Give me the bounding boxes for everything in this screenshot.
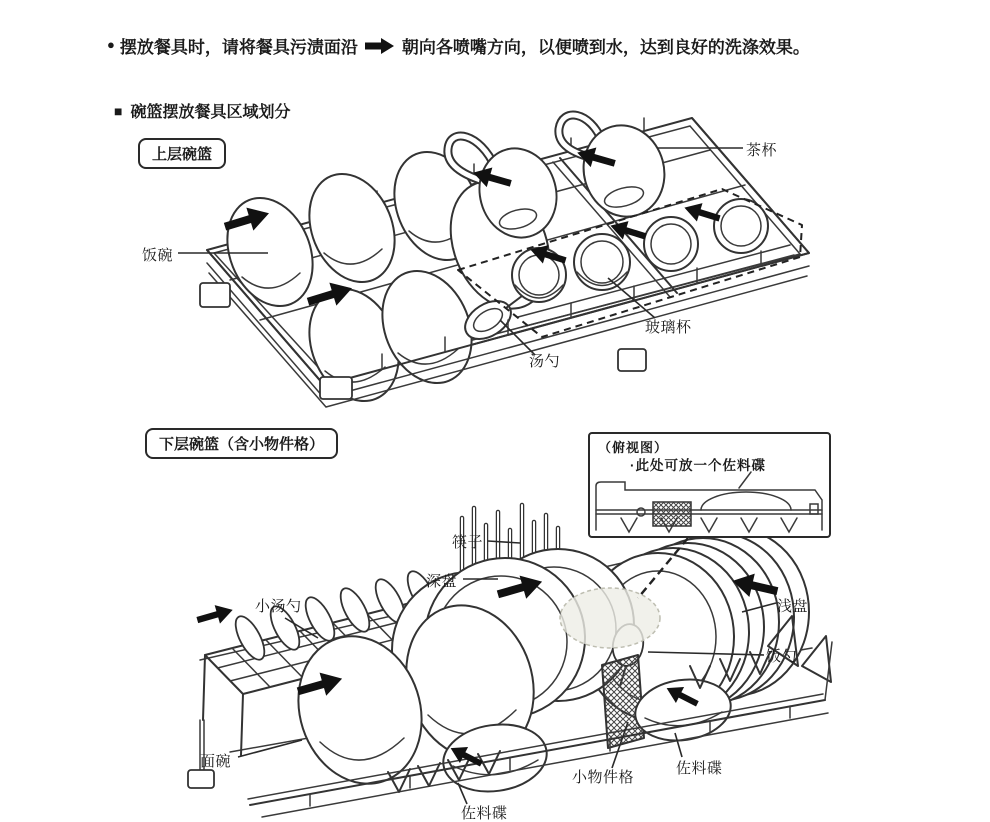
bullet-icon: ●: [107, 37, 115, 52]
label-condiment-dish-right: 佐料碟: [676, 760, 723, 777]
flow-arrow-icon: [195, 601, 236, 630]
top-view-drawing: [591, 470, 828, 536]
inset-note: ·此处可放一个佐料碟: [630, 458, 766, 473]
label-rice-bowl: 饭碗: [142, 247, 174, 264]
condiment-area-highlight: [560, 588, 660, 648]
upper-basket-tag: 上层碗篮: [138, 138, 226, 169]
section-header: [114, 99, 290, 122]
intro-note: [107, 33, 810, 58]
label-chopsticks: 筷子: [452, 534, 484, 551]
label-glass-cup: 玻璃杯: [645, 319, 692, 336]
label-soup-spoon: 汤勺: [529, 353, 561, 370]
intro-text-after: 朝向各喷嘴方向，以便喷到水，达到良好的洗涤效果。: [401, 38, 810, 57]
right-arrow-icon: [365, 37, 395, 55]
label-small-items-compartment: 小物件格: [572, 769, 635, 786]
label-condiment-dish-bottom: 佐料碟: [461, 805, 508, 822]
label-noodle-bowl: 面碗: [200, 753, 232, 770]
label-shallow-plate: 浅盘: [777, 598, 809, 615]
section-marker-icon: ■: [114, 102, 123, 119]
inset-title: （俯视图）: [598, 440, 669, 455]
intro-text-before: 摆放餐具时，请将餐具污渍面沿: [119, 38, 358, 57]
inset-small-items-compartment: [653, 502, 691, 526]
label-deep-plate: 深盘: [426, 573, 458, 590]
upper-basket-diagram: [150, 105, 840, 410]
label-tea-cup: 茶杯: [746, 142, 778, 159]
top-view-inset: [588, 432, 831, 538]
section-title: 碗篮摆放餐具区域划分: [130, 104, 291, 121]
label-small-soup-spoon: 小汤勺: [255, 598, 302, 615]
inset-condiment-dish-shape: [701, 492, 791, 510]
lower-basket-tag: 下层碗篮（含小物件格）: [145, 428, 338, 459]
label-rice-spoon: 饭勺: [766, 648, 798, 665]
